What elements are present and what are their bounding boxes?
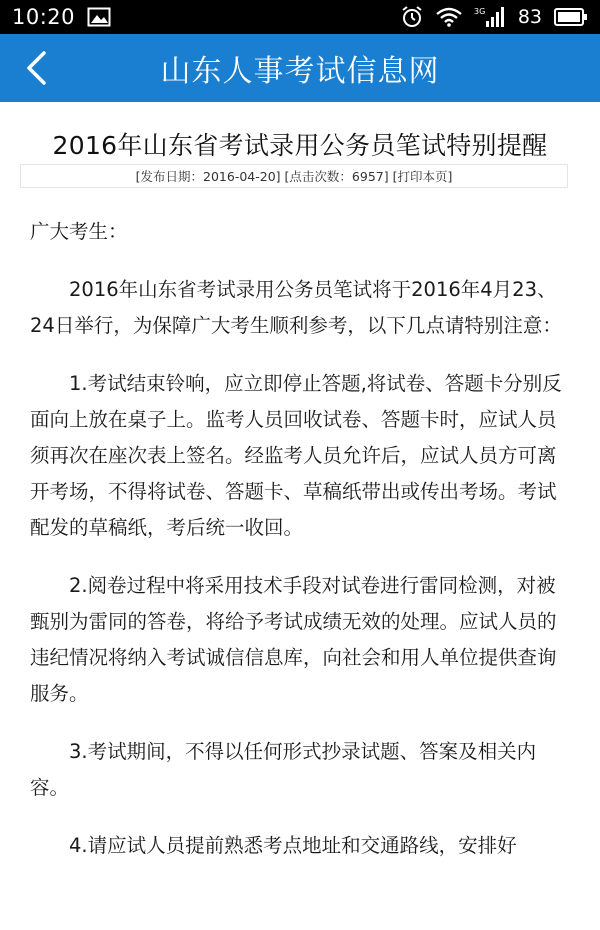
app-bar — [0, 34, 600, 102]
paragraph: 3.考试期间，不得以任何形式抄录试题、答案及相关内容。 — [30, 740, 537, 799]
paragraph: 2.阅卷过程中将采用技术手段对试卷进行雷同检测，对被甄别为雷同的答卷，将给予考试成绩无效的处理。应试人员的违纪情况将纳入考试诚信信息库，向社会和用人单位提供查询服务。 — [30, 574, 557, 705]
status-bar — [0, 0, 600, 34]
click-count: [点击次数：6957] — [284, 169, 389, 184]
article-meta — [20, 164, 568, 188]
paragraph: 1.考试结束铃响，应立即停止答题,将试卷、答题卡分别反面向上放在桌子上。监考人员回收试卷、答题卡时，应试人员须再次在座次表上签名。经监考人员允许后，应试人员方可离开考场，不得将试卷、答题卡、草稿纸带出或传出考场。考试配发的草稿纸，考后统一收回。 — [30, 372, 562, 539]
back-button[interactable] — [14, 44, 58, 92]
alarm-icon — [400, 5, 424, 29]
publish-date: [发布日期：2016-04-20] — [135, 169, 281, 184]
salutation: 广大考生： — [30, 220, 128, 243]
paragraph: 4.请应试人员提前熟悉考点地址和交通路线，安排好 — [69, 834, 517, 857]
wifi-icon — [436, 7, 462, 27]
image-icon — [87, 7, 111, 27]
status-time: 10:20 — [12, 5, 76, 29]
chevron-left-icon — [25, 50, 47, 86]
network-type-label: 3G — [473, 7, 486, 16]
print-link[interactable]: [打印本页] — [392, 169, 453, 184]
battery-level: 83 — [517, 6, 542, 28]
paragraph: 2016年山东省考试录用公务员笔试将于2016年4月23、24日举行，为保障广大考生顺利参考，以下几点请特别注意： — [30, 278, 562, 337]
battery-icon — [554, 8, 588, 26]
signal-icon — [474, 6, 506, 28]
article-title: 2016年山东省考试录用公务员笔试特别提醒 — [52, 131, 548, 160]
article — [0, 102, 600, 930]
article-body — [30, 214, 565, 886]
page-title: 山东人事考试信息网 — [160, 54, 440, 89]
